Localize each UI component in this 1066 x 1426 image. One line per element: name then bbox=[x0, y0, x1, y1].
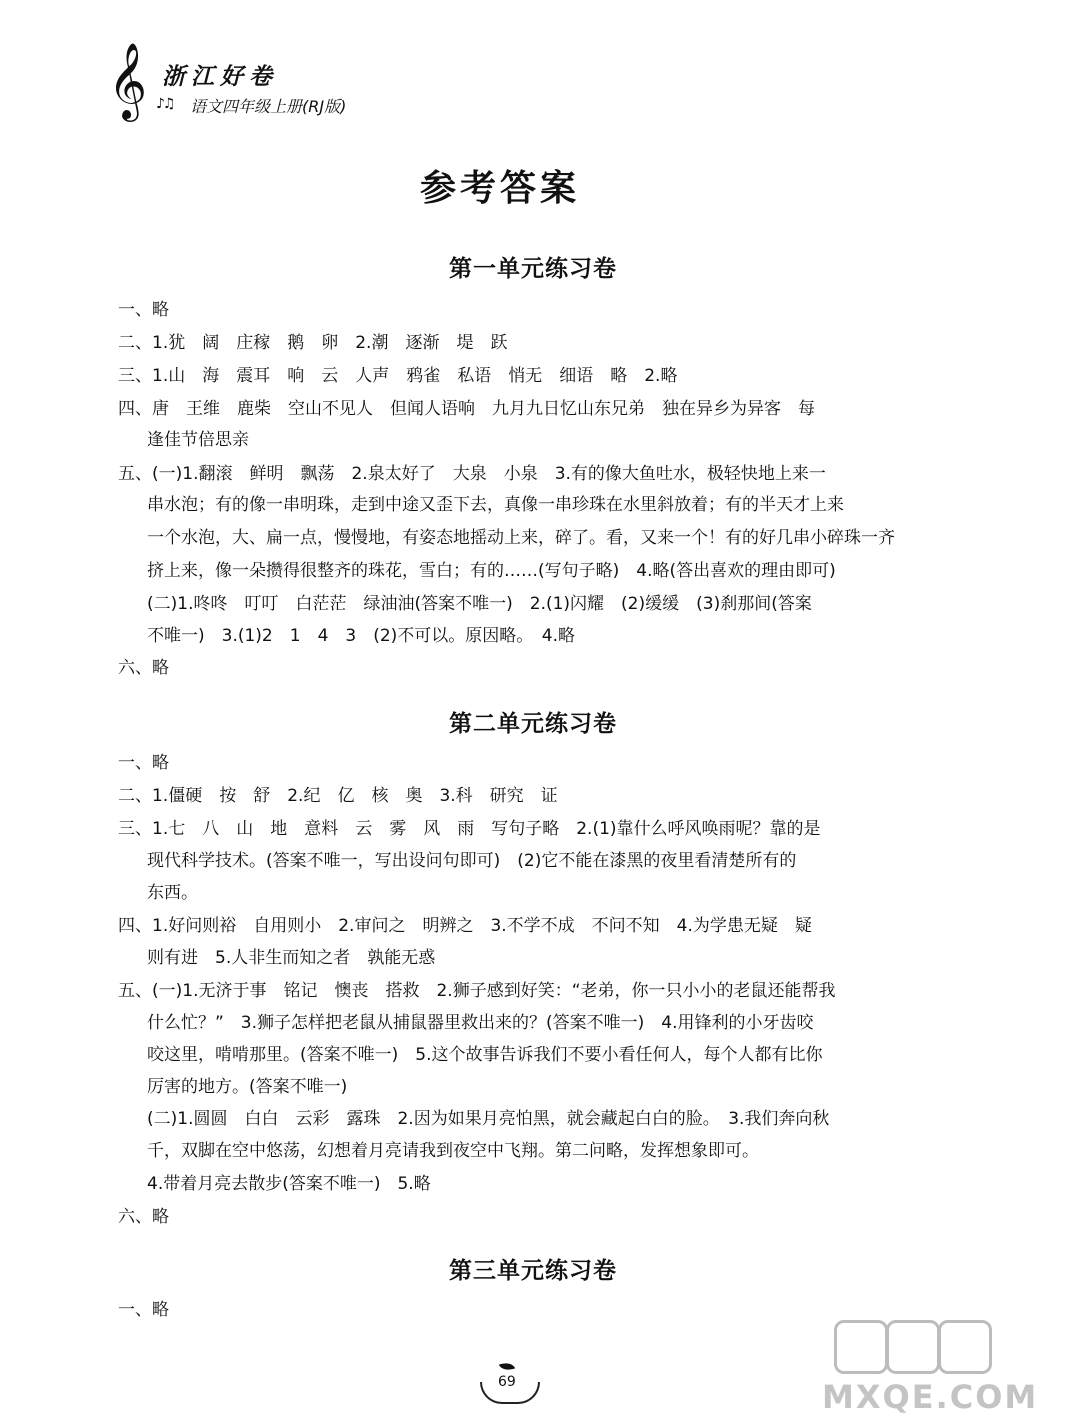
answer-line: 逢佳节倍思亲 bbox=[147, 430, 249, 450]
answer-line: 厉害的地方。(答案不唯一) bbox=[147, 1077, 348, 1097]
answer-line: 千，双脚在空中悠荡，幻想着月亮请我到夜空中飞翔。第二问略，发挥想象即可。 bbox=[147, 1141, 759, 1161]
answer-line: 六、略 bbox=[118, 658, 169, 678]
watermark bbox=[822, 1320, 1039, 1420]
answer-line: 一、略 bbox=[118, 300, 169, 320]
answer-line: 一个水泡，大、扁一点，慢慢地，有姿态地摇动上来，碎了。看，又来一个！有的好几串小碎珠一齐 bbox=[147, 528, 895, 548]
page-number: 69 bbox=[498, 1374, 516, 1390]
answer-line: 咬这里，啃啃那里。(答案不唯一) 5.这个故事告诉我们不要小看任何人，每个人都有比你 bbox=[147, 1045, 823, 1065]
watermark-logo-icon bbox=[834, 1320, 888, 1374]
series-title: 浙江好卷 bbox=[162, 63, 278, 90]
answer-line: 则有进 5.人非生而知之者 孰能无惑 bbox=[147, 948, 436, 968]
answer-line: 二、1.犹 阔 庄稼 鹅 卵 2.潮 逐渐 堤 跃 bbox=[118, 333, 508, 353]
watermark-text: MXQE.COM bbox=[822, 1378, 1039, 1416]
page-footer bbox=[480, 1362, 540, 1406]
unit-title-2: 第二单元练习卷 bbox=[449, 711, 617, 737]
answer-line: 四、唐 王维 鹿柴 空山不见人 但闻人语响 九月九日忆山东兄弟 独在异乡为异客 每 bbox=[118, 399, 815, 419]
answer-line: 串水泡；有的像一串明珠，走到中途又歪下去，真像一串珍珠在水里斜放着；有的半天才上来 bbox=[147, 495, 844, 515]
book-subtitle: 语文四年级上册(RJ版) bbox=[190, 97, 347, 116]
answer-line: 四、1.好问则裕 自用则小 2.审问之 明辨之 3.不学不成 不问不知 4.为学患无疑 疑 bbox=[118, 916, 812, 936]
answer-line: 六、略 bbox=[118, 1207, 169, 1227]
answer-line: (二)1.圆圆 白白 云彩 露珠 2.因为如果月亮怕黑，就会藏起白白的脸。 3.我们奔向秋 bbox=[147, 1109, 830, 1129]
answer-line: 五、(一)1.翻滚 鲜明 飘荡 2.泉太好了 大泉 小泉 3.有的像大鱼吐水，极轻快地上来一 bbox=[118, 464, 826, 484]
answer-line: 4.带着月亮去散步(答案不唯一) 5.略 bbox=[147, 1174, 431, 1194]
music-notes-icon: ♪♫ bbox=[156, 96, 174, 112]
answer-line: 一、略 bbox=[118, 1300, 169, 1320]
answer-line: 什么忙？” 3.狮子怎样把老鼠从捕鼠器里救出来的？(答案不唯一) 4.用锋利的小牙齿咬 bbox=[147, 1013, 814, 1033]
unit-title-1: 第一单元练习卷 bbox=[449, 256, 617, 282]
watermark-logo-icon bbox=[938, 1320, 992, 1374]
leaf-icon bbox=[499, 1360, 515, 1373]
treble-clef-icon: 𝄞 bbox=[108, 42, 148, 119]
answer-line: 二、1.僵硬 按 舒 2.纪 亿 核 奥 3.科 研究 证 bbox=[118, 786, 558, 806]
answer-line: 三、1.山 海 震耳 响 云 人声 鸦雀 私语 悄无 细语 略 2.略 bbox=[118, 366, 678, 386]
answer-line: 现代科学技术。(答案不唯一，写出设问句即可) (2)它不能在漆黑的夜里看清楚所有的 bbox=[147, 851, 797, 871]
answer-line: 挤上来，像一朵攒得很整齐的珠花，雪白；有的……(写句子略) 4.略(答出喜欢的理由即可) bbox=[147, 561, 836, 581]
page-title: 参考答案 bbox=[419, 167, 580, 209]
answer-line: 不唯一) 3.(1)2 1 4 3 (2)不可以。原因略。 4.略 bbox=[147, 626, 575, 646]
answer-line: 东西。 bbox=[147, 883, 198, 903]
answer-line: 三、1.七 八 山 地 意料 云 雾 风 雨 写句子略 2.(1)靠什么呼风唤雨呢？靠的是 bbox=[118, 819, 821, 839]
answer-line: 一、略 bbox=[118, 753, 169, 773]
unit-title-3: 第三单元练习卷 bbox=[449, 1258, 617, 1284]
answer-line: (二)1.咚咚 叮叮 白茫茫 绿油油(答案不唯一) 2.(1)闪耀 (2)缓缓 (3)刹那间(答案 bbox=[147, 594, 812, 614]
watermark-logo-icon bbox=[886, 1320, 940, 1374]
answer-line: 五、(一)1.无济于事 铭记 懊丧 搭救 2.狮子感到好笑：“老弟，你一只小小的老鼠还能帮我 bbox=[118, 981, 836, 1001]
